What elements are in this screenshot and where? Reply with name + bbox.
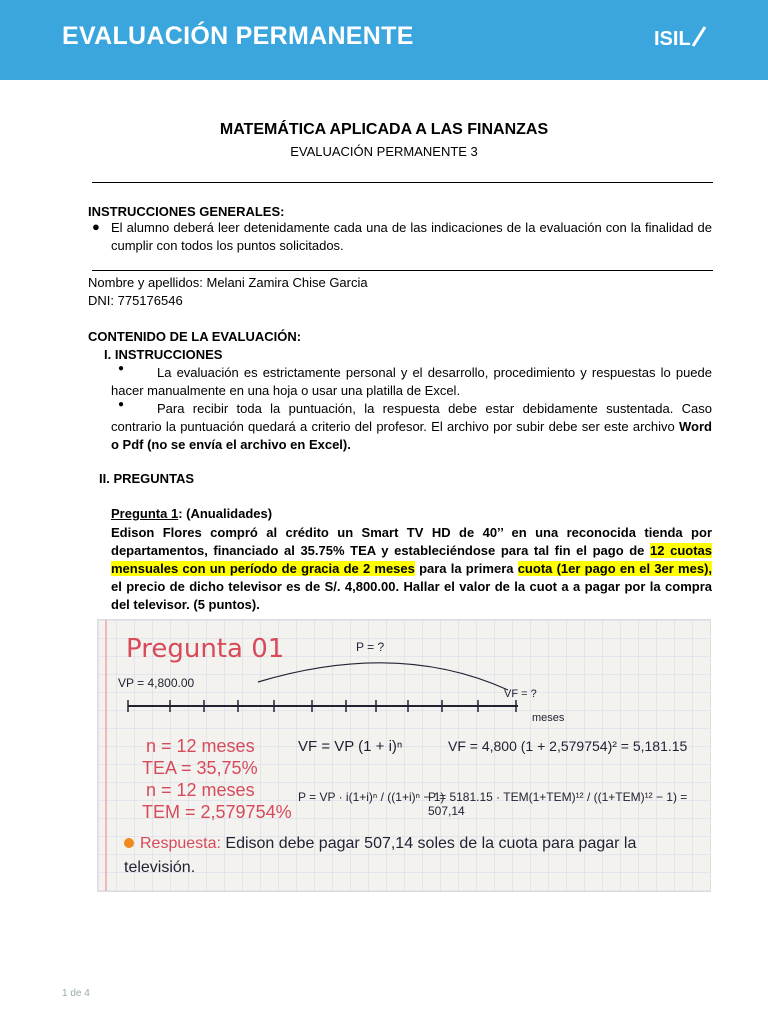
handwritten-meses: meses — [532, 712, 565, 724]
bullet: ● — [118, 363, 125, 374]
divider — [92, 182, 713, 183]
document-title: MATEMÁTICA APLICADA A LAS FINANZAS — [219, 121, 549, 138]
handwritten-vp: VP = 4,800.00 — [118, 676, 195, 690]
page-header — [0, 0, 768, 80]
handwritten-solution-photo — [97, 619, 711, 892]
contenido-heading: CONTENIDO DE LA EVALUACIÓN: — [88, 329, 302, 344]
student-name: Nombre y apellidos: Melani Zamira Chise Garcia — [88, 275, 368, 290]
handwritten-n: n = 12 meses — [146, 736, 255, 756]
instrucciones-generales-text: El alumno deberá leer detenidamente cada una de las indicaciones de la evaluación con la finalidad de cumplir con todos los puntos solicitados. — [111, 220, 712, 253]
instruccion-item-1: La evaluación es estrictamente personal y el desarrollo, procedimiento y respuestas lo puede hacer manualmente en una hoja o usar una platilla de Excel. — [111, 365, 712, 398]
handwritten-tea: TEA = 35,75% — [142, 758, 258, 778]
instrucciones-generales-heading: INSTRUCCIONES GENERALES: — [88, 204, 285, 219]
bullet: ● — [118, 399, 125, 410]
page-number: 1 de 4 — [62, 988, 90, 999]
bullet: ● — [92, 219, 100, 234]
handwritten-title: Pregunta 01 — [126, 634, 285, 664]
answer-bullet-icon — [124, 838, 134, 848]
handwritten-p-formula: P = VP · i(1+i)ⁿ / ((1+i)ⁿ − 1) — [298, 790, 445, 804]
divider — [92, 270, 713, 271]
instruccion-item-2: Para recibir toda la puntuación, la respuesta debe estar debidamente sustentada. Caso contrario la puntuación quedará a criterio del profesor. El archivo por subir debe ser este archivo Word o Pdf (no se envía el archivo en Excel). — [111, 401, 712, 452]
pregunta-1-heading: Pregunta 1: (Anualidades) — [111, 506, 273, 521]
section-preguntas: II. PREGUNTAS — [99, 471, 195, 486]
handwritten-n2: n = 12 meses — [146, 780, 255, 800]
document-subtitle: EVALUACIÓN PERMANENTE 3 — [290, 144, 478, 159]
handwritten-p-calc: P = 5181.15 · TEM(1+TEM)¹² / ((1+TEM)¹² − 1) = 507,14 — [428, 790, 688, 818]
handwritten-tem: TEM = 2,579754% — [142, 802, 292, 822]
isil-logo: ISIL — [654, 26, 707, 51]
handwritten-p: P = ? — [356, 640, 385, 654]
student-dni: DNI: 775176546 — [88, 293, 183, 308]
section-instrucciones: I. INSTRUCCIONES — [104, 347, 223, 362]
pregunta-1-text: Edison Flores compró al crédito un Smart TV HD de 40’’ en una reconocida tienda por departamentos, financiado al 35.75% TEA y estableciéndose para tal fin el pago de 12 cuotas mensuales con un período de gracia de 2 meses para la primera cuota (1er pago en el 3er mes), el precio de dicho televisor es de S/. 4,800.00. Hallar el valor de la cuot a a pagar por la compra del televisor. (5 puntos). — [111, 525, 713, 612]
handwritten-answer: Respuesta: Edison debe pagar 507,14 soles de la cuota para pagar la televisión. — [124, 835, 637, 876]
handwritten-vf-formula: VF = VP (1 + i)ⁿ — [298, 738, 403, 755]
handwritten-vf-calc: VF = 4,800 (1 + 2,579754)² = 5,181.15 — [448, 738, 688, 754]
handwritten-vf: VF = ? — [504, 688, 537, 700]
header-title: EVALUACIÓN PERMANENTE — [62, 22, 414, 50]
